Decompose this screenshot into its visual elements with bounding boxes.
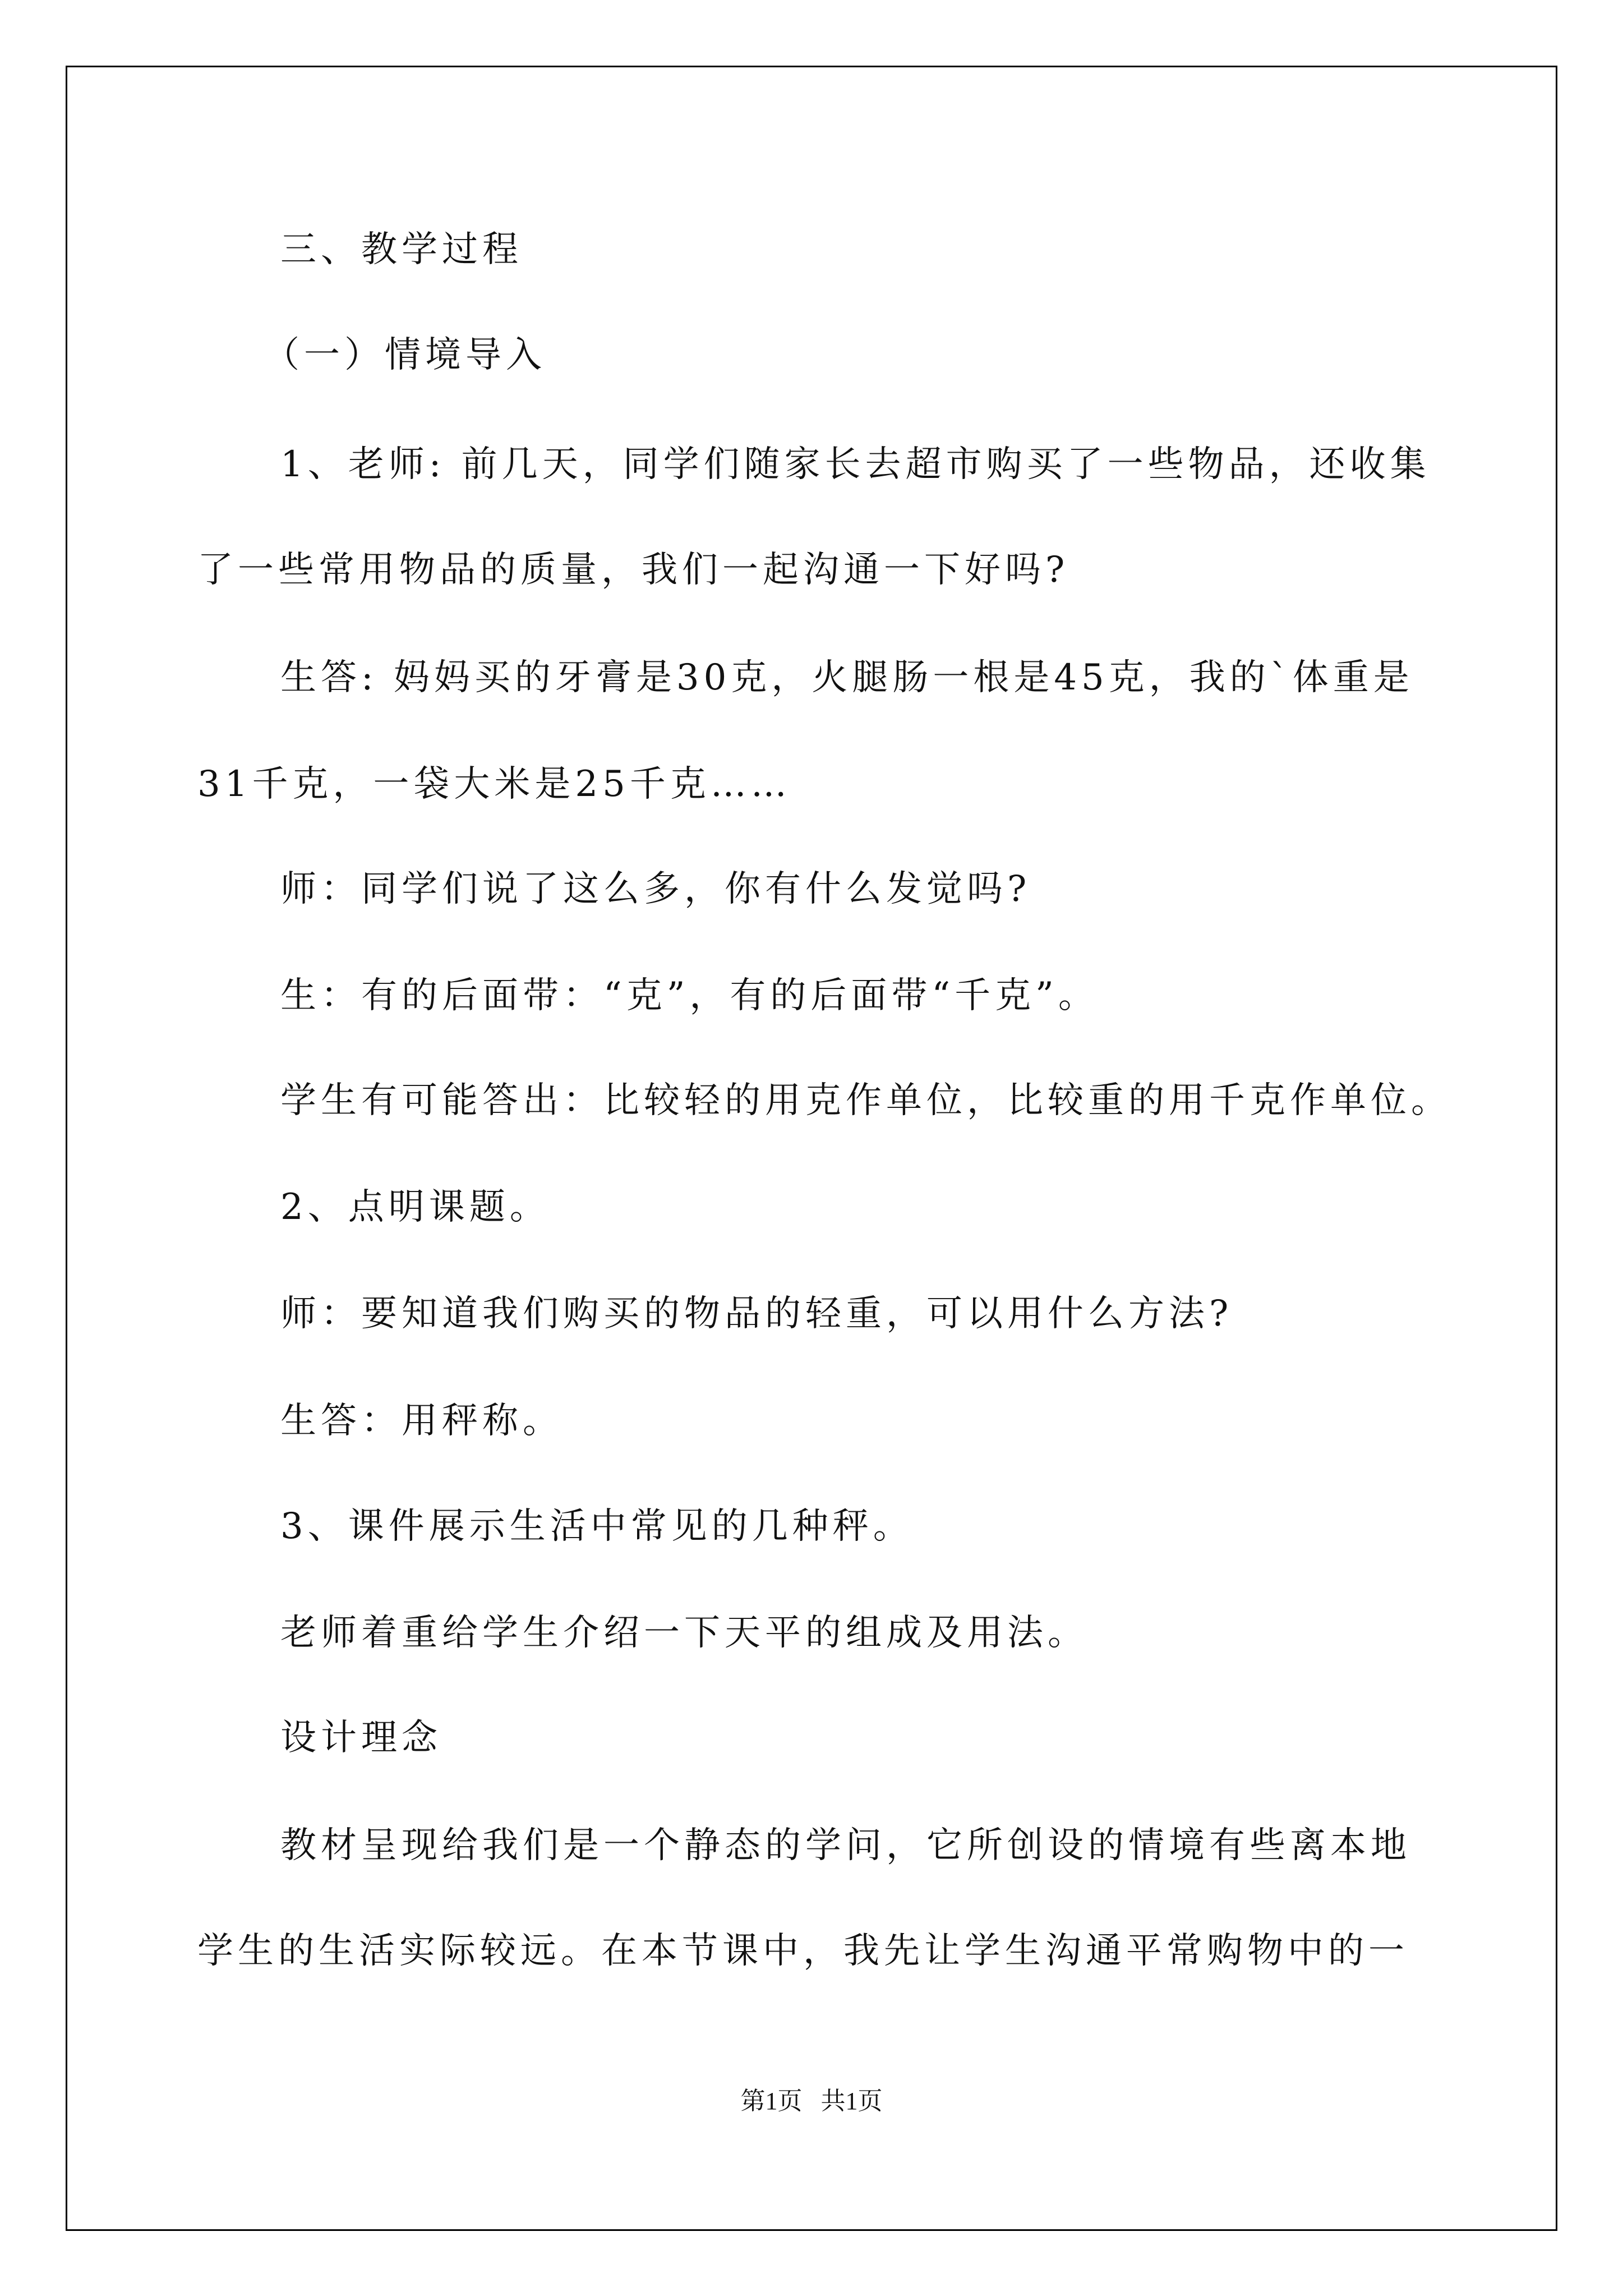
paragraph-line: 学生有可能答出：比较轻的用克作单位，比较重的用千克作单位。 bbox=[280, 1080, 1451, 1121]
paragraph-line: 师：要知道我们购买的物品的轻重，可以用什么方法? bbox=[280, 1293, 1233, 1335]
paragraph-line: 教材呈现给我们是一个静态的学问，它所创设的情境有些离本地 bbox=[280, 1825, 1411, 1866]
paragraph-line: 生：有的后面带：“克”，有的后面带“千克”。 bbox=[280, 975, 1099, 1016]
page-border bbox=[66, 66, 1557, 2231]
paragraph-line: 老师着重给学生介绍一下天平的组成及用法。 bbox=[280, 1612, 1088, 1654]
paragraph-line: 学生的生活实际较远。在本节课中，我先让学生沟通平常购物中的一 bbox=[197, 1930, 1409, 1972]
paragraph-line: 生答：用秤称。 bbox=[280, 1400, 563, 1442]
paragraph-line: 3、课件展示生活中常见的几种秤。 bbox=[280, 1506, 914, 1547]
paragraph-line: 了一些常用物品的质量，我们一起沟通一下好吗? bbox=[197, 549, 1069, 591]
paragraph-line: 1、老师: 前几天，同学们随家长去超市购买了一些物品，还收集 bbox=[280, 444, 1431, 485]
paragraph-line: 师：同学们说了这么多，你有什么发觉吗? bbox=[280, 868, 1031, 910]
subsection-heading: （一）情境导入 bbox=[264, 334, 546, 376]
paragraph-line: 31千克，一袋大米是25千克…… bbox=[197, 763, 791, 805]
page-footer: 第1页 共1页 bbox=[740, 2087, 883, 2115]
paragraph-line: 生答: 妈妈买的牙膏是30克，火腿肠一根是45克，我的`体重是 bbox=[280, 657, 1414, 698]
section-heading: 三、教学过程 bbox=[280, 229, 523, 270]
paragraph-heading: 设计理念 bbox=[280, 1717, 442, 1759]
paragraph-line: 2、点明课题。 bbox=[280, 1186, 550, 1228]
